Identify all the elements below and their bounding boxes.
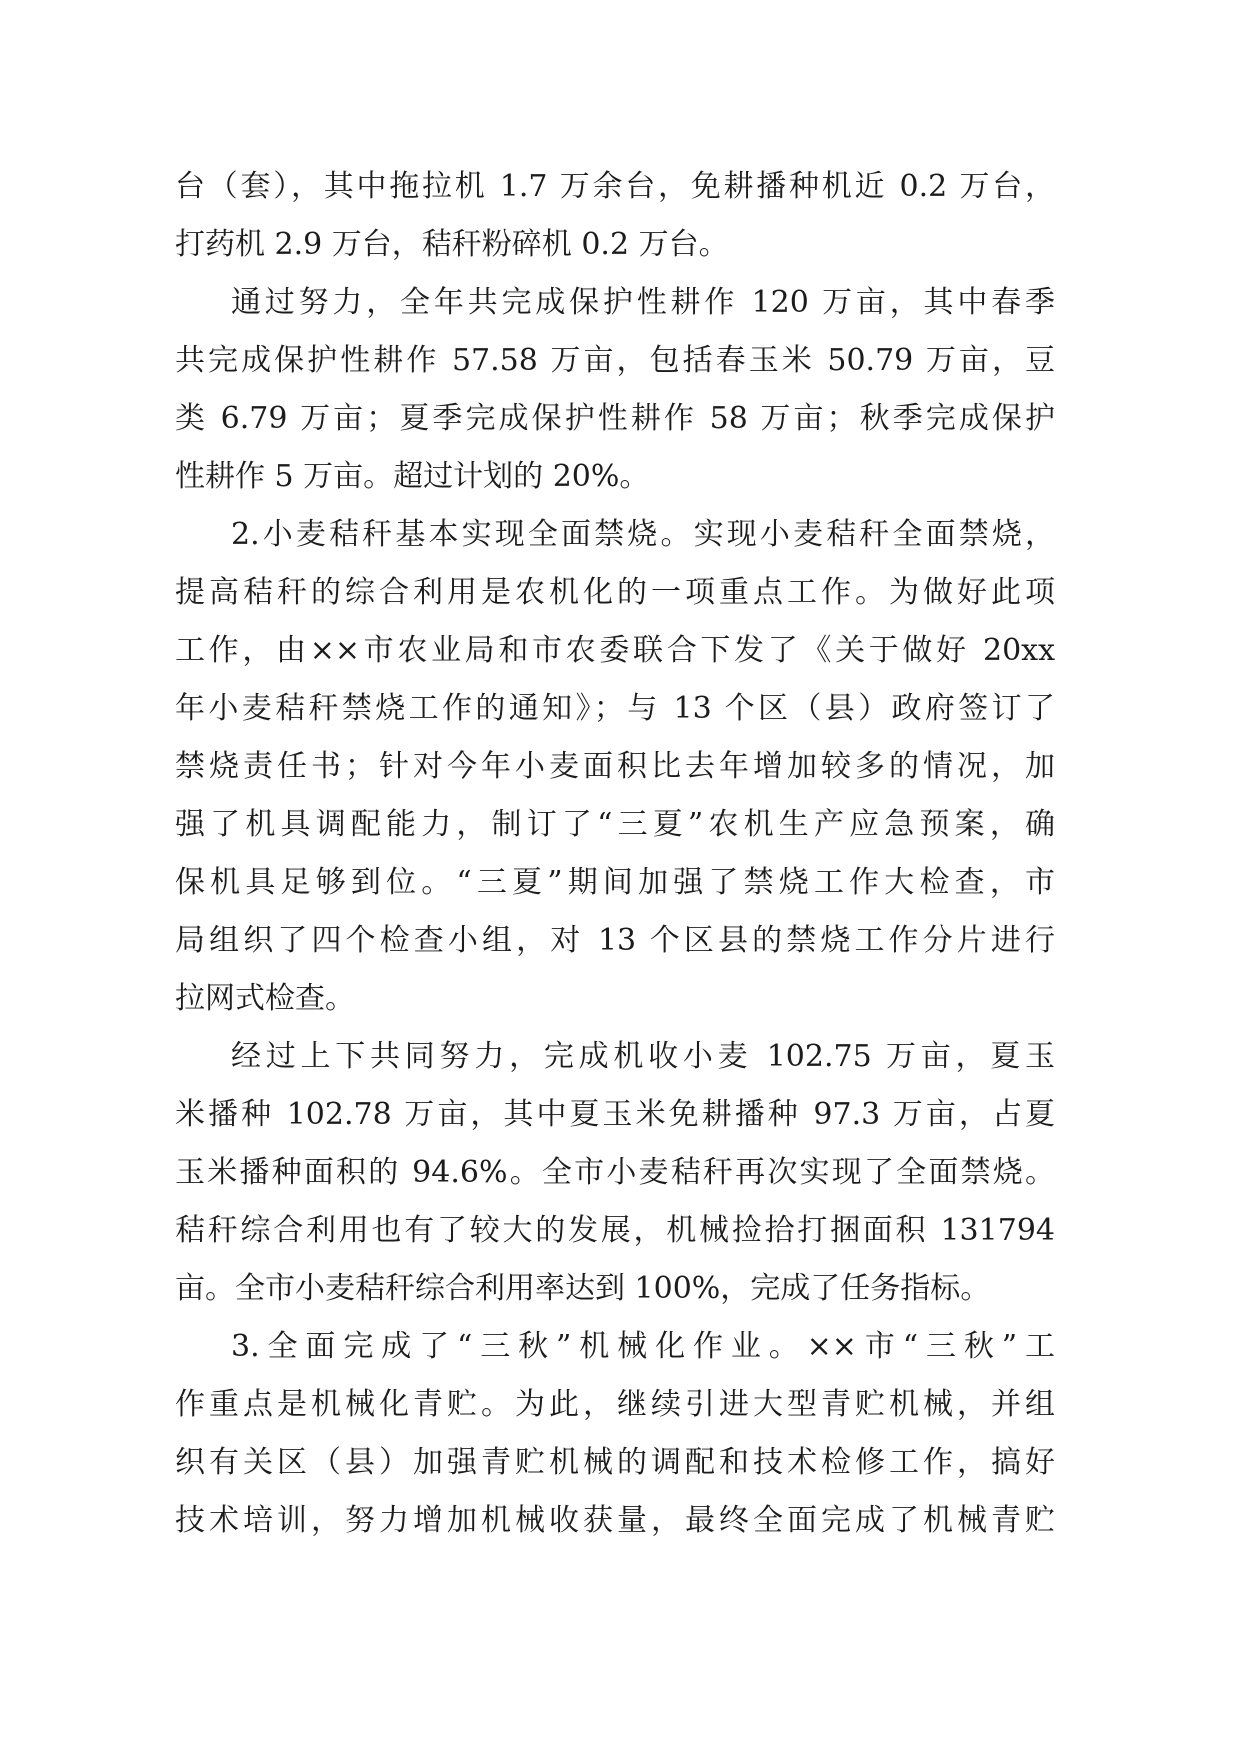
text-line: 技术培训，努力增加机械收获量，最终全面完成了机械青贮 <box>175 1503 1055 1538</box>
paragraph <box>175 274 1055 506</box>
text-line: 作重点是机械化青贮。为此，继续引进大型青贮机械，并组 <box>175 1387 1055 1422</box>
text-line: 2.小麦秸秆基本实现全面禁烧。实现小麦秸秆全面禁烧， <box>231 517 1055 552</box>
document-body <box>175 158 1055 1550</box>
paragraph <box>175 506 1055 1028</box>
paragraph <box>175 1028 1055 1318</box>
text-line: 工作，由××市农业局和市农委联合下发了《关于做好 20xx <box>175 633 1055 668</box>
text-line: 玉米播种面积的 94.6%。全市小麦秸秆再次实现了全面禁烧。 <box>175 1155 1055 1190</box>
text-line: 强了机具调配能力，制订了“三夏”农机生产应急预案，确 <box>175 807 1055 842</box>
text-line: 秸秆综合利用也有了较大的发展，机械捡拾打捆面积 131794 <box>175 1213 1055 1248</box>
text-line: 局组织了四个检查小组，对 13 个区县的禁烧工作分片进行 <box>175 923 1055 958</box>
text-line: 拉网式检查。 <box>175 981 355 1016</box>
text-line: 提高秸秆的综合利用是农机化的一项重点工作。为做好此项 <box>175 575 1055 610</box>
text-line: 类 6.79 万亩；夏季完成保护性耕作 58 万亩；秋季完成保护 <box>175 401 1055 436</box>
text-line: 台（套），其中拖拉机 1.7 万余台，免耕播种机近 0.2 万台， <box>175 169 1055 204</box>
text-line: 打药机 2.9 万台，秸秆粉碎机 0.2 万台。 <box>175 227 729 262</box>
text-line: 3.全面完成了“三秋”机械化作业。××市“三秋”工 <box>231 1329 1055 1364</box>
paragraph <box>175 1318 1055 1550</box>
text-line: 通过努力，全年共完成保护性耕作 120 万亩，其中春季 <box>231 285 1055 320</box>
text-line: 亩。全市小麦秸秆综合利用率达到 100%，完成了任务指标。 <box>175 1271 991 1306</box>
text-line: 织有关区（县）加强青贮机械的调配和技术检修工作，搞好 <box>175 1445 1055 1480</box>
text-line: 性耕作 5 万亩。超过计划的 20%。 <box>175 459 650 494</box>
text-line: 共完成保护性耕作 57.58 万亩，包括春玉米 50.79 万亩，豆 <box>175 343 1055 378</box>
text-line: 年小麦秸秆禁烧工作的通知》；与 13 个区（县）政府签订了 <box>175 691 1055 726</box>
text-line: 经过上下共同努力，完成机收小麦 102.75 万亩，夏玉 <box>231 1039 1055 1074</box>
text-line: 米播种 102.78 万亩，其中夏玉米免耕播种 97.3 万亩，占夏 <box>175 1097 1055 1132</box>
text-line: 保机具足够到位。“三夏”期间加强了禁烧工作大检查，市 <box>175 865 1055 900</box>
text-line: 禁烧责任书；针对今年小麦面积比去年增加较多的情况，加 <box>175 749 1055 784</box>
paragraph-continued <box>175 158 1055 274</box>
